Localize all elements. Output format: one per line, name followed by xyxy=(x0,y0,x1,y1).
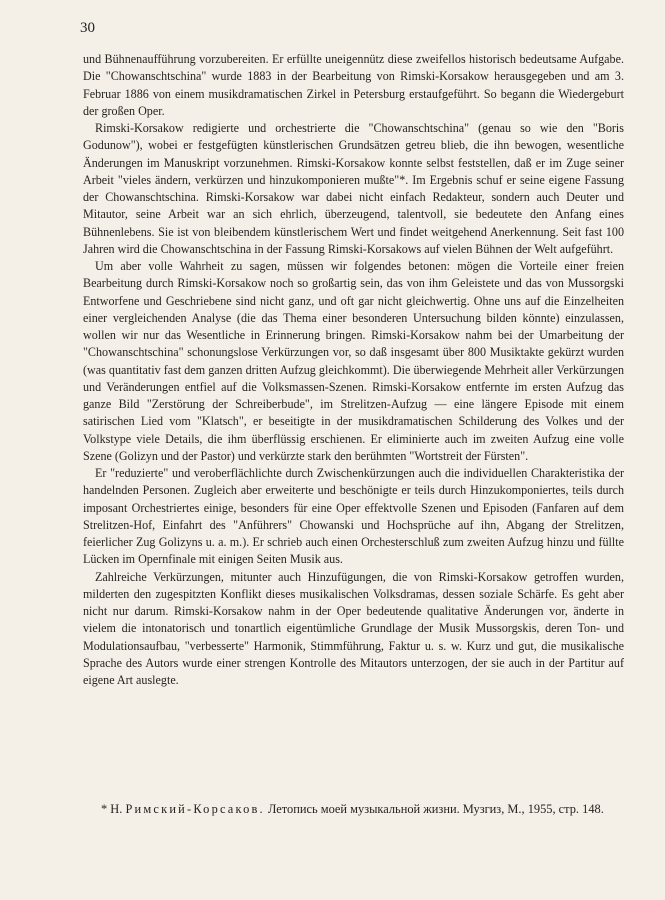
paragraph-5: Zahlreiche Verkürzungen, mitunter auch Hinzufügungen, die von Rimski-Korsakow getroffen wurden, milderten den zugespitzten Konflikt dieses musikalischen Volksdramas, dessen soziale Schärfe. Es geht aber nicht nur darum. Rimski-Korsakow nahm in der Oper bedeutende qualitative Änderungen vor, änderte in vielem die intonatorisch und tonartlich eigentümliche Grundlage der Musik Mussorgskis, deren Ton- und Modulationsaufbau, "verbesserte" Harmonik, Stimmführung, Faktur u. s. w. Kurz und gut, die musikalische Sprache des Autors wurde einer strengen Kontrolle des Mitautors unterzogen, der sie auch in der Partitur auf eigene Art auslegte. xyxy=(83,569,624,687)
footnote-text: Летопись моей музыкальной жизни. Музгиз, М., 1955, стр. 148. xyxy=(267,802,604,816)
paragraph-4: Er "reduzierte" und veroberflächlichte durch Zwischenkürzungen auch die individuellen Charakteristika der handelnden Personen. Zugleich aber erweiterte und beschönigte er teils durch Hinzukomponiertes, teils durch imposant Orchestriertes einige, besonders für eine Oper effektvolle Szenen und Episoden (Fanfaren auf dem Strelitzen-Hof, Einfahrt des "Anführers" Chowanski und Hochsprüche auf ihn, Abgang der Strelitzen, feierlicher Zug Golizyns u. a. m.). Er schrieb auch einen Orchesterschluß zum zweiten Aufzug hinzu und füllte Lücken im Opernfinale mit einigen Seiten Musik aus. xyxy=(83,466,624,567)
body-text xyxy=(83,51,624,689)
paragraph-3: Um aber volle Wahrheit zu sagen, müssen wir folgendes betonen: mögen die Vorteile einer freien Bearbeitung durch Rimski-Korsakow noch so großartig sein, das von ihm Geleistete und das von Mussorgski Entworfene und Geschriebene sind nicht ganz, und oft gar nicht gleichwertig. Ohne uns auf die Einzelheiten einer vergleichenden Analyse (die das Thema einer besonderen Untersuchung bilden könnte) einzulassen, wollen wir nur das Wesentliche in Erinnerung bringen. Rimski-Korsakow nahm bei der Umarbeitung der "Chowanschtschina" schonungslose Verkürzungen vor, so daß insgesamt über 800 Musiktakte gekürzt wurden (was quantitativ fast dem ganzen dritten Aufzug gleichkommt). Die überwiegende Mehrheit aller Verkürzungen und Veränderungen entfiel auf die Volksmassen-Szenen. Rimski-Korsakow entfernte im ersten Aufzug das ganze Bild "Zerstörung der Schreiberbude", im Strelitzen-Aufzug — eine längere Episode mit einem satirischen Lied vom "Klatsch", er beseitigte in der musikdramatischen Schilderung des Volkes und der Volkstype viele Details, die ihm überflüssig erschienen. Er eliminierte auch im zweiten Aufzug eine volle Szene (Golizyn und der Pastor) und verkürzte stark den berühmten "Wortstreit der Fürsten". xyxy=(83,259,624,463)
paragraph-1: und Bühnenaufführung vorzubereiten. Er erfüllte uneigennütz diese zweifellos historisch bedeutsame Aufgabe. Die "Chowanschtschina" wurde 1883 in der Bearbeitung von Rimski-Korsakow herausgegeben und am 3. Februar 1886 von einem musikdramatischen Zirkel in Petersburg erstaufgeführt. So begann die Wiedergeburt der großen Oper. xyxy=(83,52,624,118)
footnote-author: Римский-Корсаков. xyxy=(125,802,265,816)
footnote xyxy=(83,801,624,818)
paragraph-2: Rimski-Korsakow redigierte und orchestrierte die "Chowanschtschina" (genau so wie den "Boris Godunow"), wobei er festgefügten künstlerischen Grundsätzen getreu blieb, die ihn bewogen, wesentliche Änderungen im Manuskript vorzunehmen. Rimski-Korsakow konnte selbst feststellen, daß er im Zuge seiner Arbeit "vieles ändern, verkürzen und hinzukomponieren mußte"*. Im Ergebnis schuf er seine eigene Fassung der Chowanschtschina. Rimski-Korsakow war dabei nicht einfach Redakteur, sondern auch Deuter und Mitautor, seine Arbeit war an sich ehrlich, überzeugend, talentvoll, sie bedeutete den Anfang eines Bühnenlebens. Sie ist von bleibendem künstlerischem Wert und findet weitgehend Anerkennung. Seit fast 100 Jahren wird die Chowanschtschina in der Fassung Rimski-Korsakows auf vielen Bühnen der Welt aufgeführt. xyxy=(83,121,624,256)
page-number: 30 xyxy=(80,20,95,36)
footnote-marker: * Н. xyxy=(101,802,123,816)
